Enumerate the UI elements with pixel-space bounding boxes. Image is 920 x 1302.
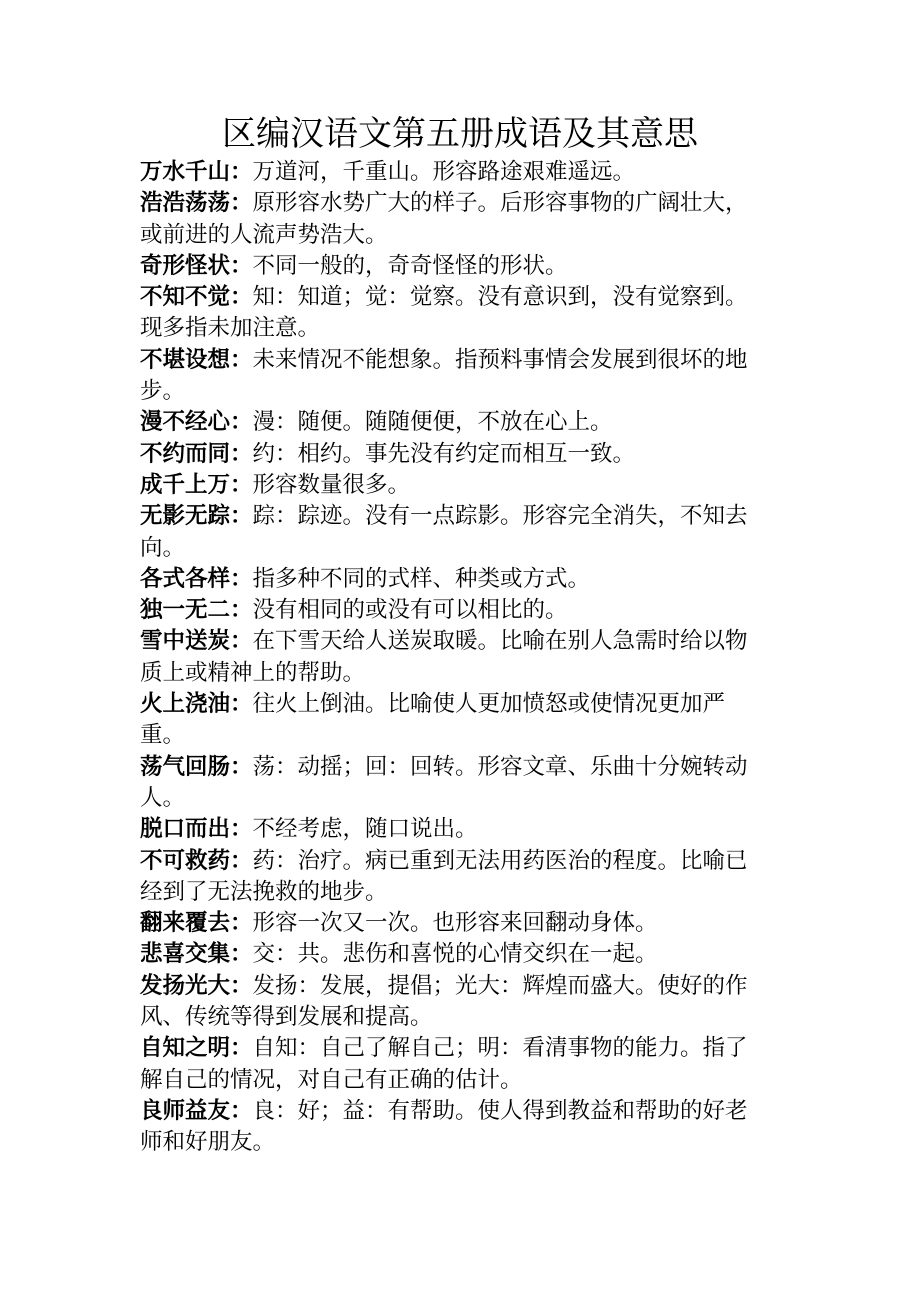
idiom-definition: 不经考虑，随口说出。 bbox=[252, 816, 478, 843]
idiom-definition: 在下雪天给人送炭取暖。比喻在别人急需时给以物质上或精神上的帮助。 bbox=[140, 628, 748, 686]
idiom-entry bbox=[140, 846, 765, 909]
idiom-entry bbox=[140, 626, 765, 689]
idiom-definition: 原形容水势广大的样子。后形容事物的广阔壮大，或前进的人流声势浩大。 bbox=[140, 190, 748, 248]
idiom-entry bbox=[140, 157, 765, 188]
idiom-definition: 指多种不同的式样、种类或方式。 bbox=[252, 565, 591, 592]
idiom-term: 荡气回肠： bbox=[140, 753, 253, 780]
idiom-entry bbox=[140, 1033, 765, 1096]
idiom-term: 脱口而出： bbox=[140, 816, 253, 843]
idiom-term: 不约而同： bbox=[140, 440, 253, 467]
idiom-entry bbox=[140, 282, 765, 345]
idiom-term: 漫不经心： bbox=[140, 409, 253, 436]
idiom-definition: 漫：随便。随随便便，不放在心上。 bbox=[252, 409, 613, 436]
idiom-entry bbox=[140, 188, 765, 251]
idiom-term: 火上浇油： bbox=[140, 691, 253, 718]
idiom-definition: 自知：自己了解自己；明：看清事物的能力。指了解自己的情况，对自己有正确的估计。 bbox=[140, 1035, 748, 1093]
idiom-term: 浩浩荡荡： bbox=[140, 190, 253, 217]
idiom-entry bbox=[140, 251, 765, 282]
idiom-definition: 良：好；益：有帮助。使人得到教益和帮助的好老师和好朋友。 bbox=[140, 1097, 748, 1156]
idiom-definition: 药：治疗。病已重到无法用药医治的程度。比喻已经到了无法挽救的地步。 bbox=[140, 847, 748, 905]
idiom-entry bbox=[140, 439, 765, 470]
idiom-entry bbox=[140, 939, 765, 970]
idiom-entry bbox=[140, 564, 765, 595]
idiom-entry bbox=[140, 908, 765, 939]
idiom-definition: 约：相约。事先没有约定而相互一致。 bbox=[252, 440, 636, 467]
idiom-definition: 没有相同的或没有可以相比的。 bbox=[252, 597, 568, 624]
idiom-term: 良师益友： bbox=[140, 1097, 253, 1124]
idiom-definition: 不同一般的，奇奇怪怪的形状。 bbox=[252, 252, 568, 279]
idiom-term: 无影无踪： bbox=[140, 503, 253, 530]
idiom-term: 不可救药： bbox=[140, 847, 253, 874]
idiom-entry bbox=[140, 501, 765, 564]
idiom-term: 不堪设想： bbox=[140, 346, 253, 373]
idiom-term: 发扬光大： bbox=[140, 972, 253, 999]
idiom-entry bbox=[140, 689, 765, 752]
document-title: 区编汉语文第五册成语及其意思 bbox=[222, 114, 698, 154]
idiom-entry bbox=[140, 595, 765, 626]
idiom-entry bbox=[140, 752, 765, 815]
idiom-entry bbox=[140, 407, 765, 438]
idiom-term: 奇形怪状： bbox=[140, 252, 253, 279]
idiom-term: 独一无二： bbox=[140, 597, 253, 624]
idiom-definition: 往火上倒油。比喻使人更加愤怒或使情况更加严重。 bbox=[140, 691, 726, 749]
idiom-definition: 发扬：发展，提倡；光大：辉煌而盛大。使好的作风、传统等得到发展和提高。 bbox=[140, 972, 748, 1031]
idiom-term: 翻来覆去： bbox=[140, 910, 253, 937]
idiom-definition: 荡：动摇；回：回转。形容文章、乐曲十分婉转动人。 bbox=[140, 753, 748, 811]
idiom-term: 自知之明： bbox=[140, 1035, 253, 1062]
idiom-list bbox=[140, 157, 765, 1159]
idiom-entry bbox=[140, 470, 765, 501]
idiom-term: 雪中送炭： bbox=[140, 628, 253, 655]
idiom-definition: 万道河，千重山。形容路途艰难遥远。 bbox=[252, 159, 636, 185]
idiom-entry bbox=[140, 814, 765, 845]
idiom-entry bbox=[140, 1096, 765, 1159]
idiom-term: 万水千山： bbox=[140, 159, 253, 185]
idiom-definition: 交：共。悲伤和喜悦的心情交织在一起。 bbox=[252, 941, 658, 968]
idiom-definition: 形容数量很多。 bbox=[252, 471, 411, 498]
idiom-term: 悲喜交集： bbox=[140, 941, 253, 968]
idiom-definition: 踪：踪迹。没有一点踪影。形容完全消失，不知去向。 bbox=[140, 503, 748, 561]
idiom-term: 各式各样： bbox=[140, 565, 253, 592]
idiom-definition: 知：知道；觉：觉察。没有意识到，没有觉察到。现多指未加注意。 bbox=[140, 284, 748, 342]
idiom-entry bbox=[140, 345, 765, 408]
idiom-definition: 形容一次又一次。也形容来回翻动身体。 bbox=[252, 910, 658, 937]
idiom-term: 成千上万： bbox=[140, 471, 253, 498]
idiom-entry bbox=[140, 971, 765, 1034]
idiom-term: 不知不觉： bbox=[140, 284, 253, 311]
idiom-definition: 未来情况不能想象。指预料事情会发展到很坏的地步。 bbox=[140, 346, 748, 405]
